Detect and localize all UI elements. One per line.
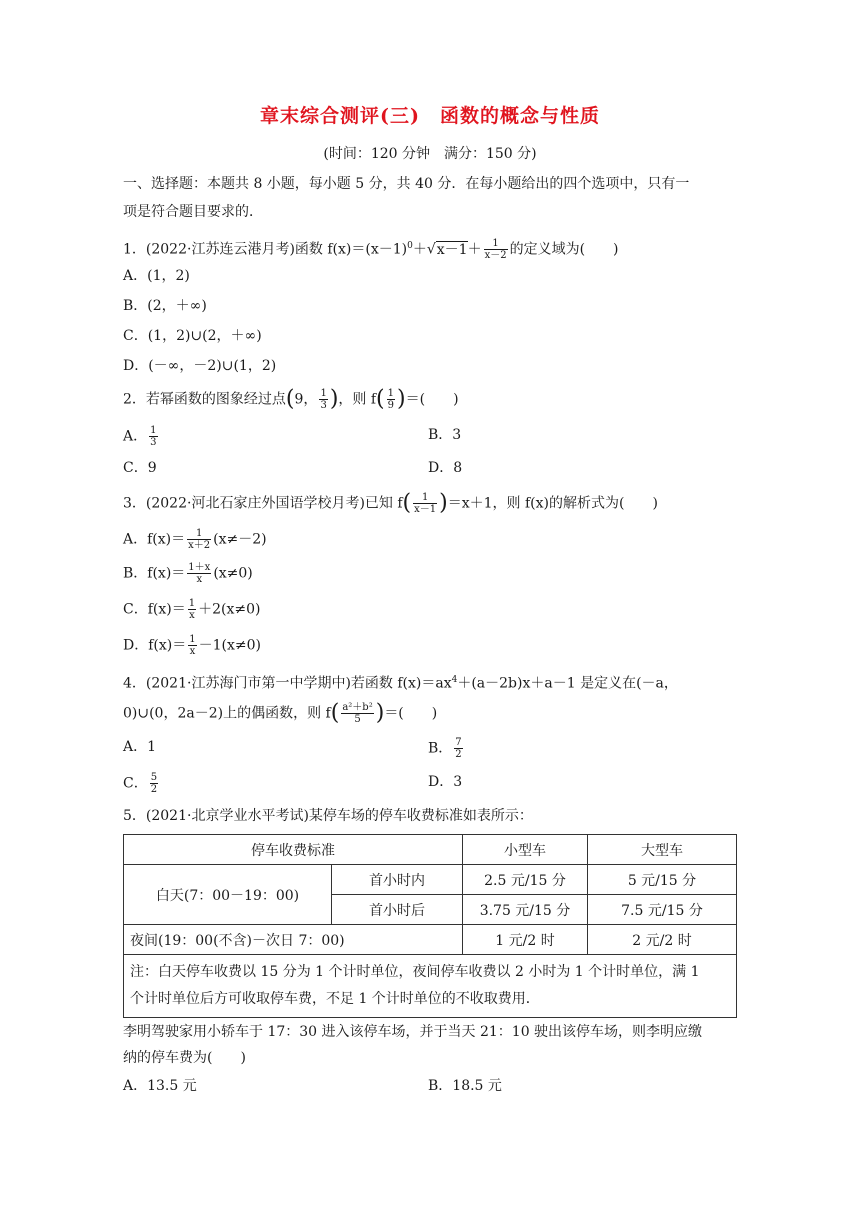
q4-option-d[interactable]: D．3 [428, 774, 463, 790]
q3-prefix: 3．(2022·河北石家庄外国语学校月考)已知 f [123, 495, 403, 512]
q5-body-line1: 李明驾驶家用小轿车于 17：30 进入该停车场，并于当天 21：10 驶出该停车场，则李明应缴 [123, 1024, 703, 1040]
question-2-stem [123, 388, 459, 411]
question-4-stem-line1: 4．(2021·江苏海门市第一中学期中)若函数 $f(x)=ax^4+(a-2b)x+a-1$ 是定义在(－a， [123, 675, 678, 692]
q2-middle: ，则 f [338, 391, 377, 408]
q2-point-x: 9， [294, 391, 318, 408]
q2-option-b[interactable]: B．3 [428, 427, 462, 443]
q5-body-line2: 纳的停车费为( ) [123, 1050, 246, 1066]
q3-suffix: ＝x＋1，则 f(x)的解析式为( ) [447, 495, 658, 512]
section-intro-line2: 项是符合题目要求的． [123, 204, 263, 220]
page-title: 章末综合测评(三) 函数的概念与性质 [260, 105, 600, 127]
table-row [124, 835, 737, 865]
q2-option-a[interactable]: A． $\frac{1}{3}$ [123, 425, 157, 448]
note-line2: 个计时单位后方可收取停车费，不足 1 个计时单位的不收取费用． [130, 991, 540, 1007]
after-hour-large: 7.5 元/15 分 [588, 895, 737, 925]
q4-option-a[interactable]: A．1 [123, 739, 157, 755]
first-hour-label: 首小时内 [332, 865, 463, 895]
q1-fraction: $\frac{1}{x-2}$ [484, 238, 507, 262]
q3-option-a[interactable]: A．f(x)＝ $\frac{1}{x+2}$ (x≠－2) [123, 528, 267, 551]
header-standard: 停车收费标准 [124, 835, 463, 865]
q3-arg-close: ) [439, 490, 448, 516]
q4-arg-fraction: $\frac{\text{a²＋b²}}{5}$ [342, 702, 373, 725]
night-small: 1 元/2 时 [463, 925, 588, 955]
q3-option-c[interactable]: C．f(x)＝ $\frac{1}{x}$ ＋2(x≠0) [123, 598, 261, 621]
q3-option-b[interactable]: B．f(x)＝ $\frac{1+x}{x}$ (x≠0) [123, 562, 253, 585]
question-5-stem: 5．(2021·北京学业水平考试)某停车场的停车收费标准如表所示： [123, 808, 533, 824]
q3-a-fraction: $\frac{1}{x+2}$ [188, 528, 211, 551]
q1-option-b[interactable]: B．(2，＋∞) [123, 298, 207, 314]
header-small-car: 小型车 [463, 835, 588, 865]
q5-option-a[interactable]: A．13.5 元 [123, 1078, 197, 1094]
q4-arg-open: ( [330, 700, 340, 726]
q2-arg-open: ( [376, 386, 385, 412]
q2-option-d[interactable]: D．8 [428, 460, 463, 476]
q1-option-c[interactable]: C．(1，2)∪(2，＋∞) [123, 328, 262, 344]
q2-arg-close: ) [397, 386, 406, 412]
q1-plus-1: ＋ [412, 241, 427, 258]
after-hour-label: 首小时后 [332, 895, 463, 925]
table-row [124, 865, 737, 895]
note-line1: 注：白天停车收费以 15 分为 1 个计时单位，夜间停车收费以 2 小时为 1 个计时单位，满 1 [130, 964, 700, 980]
q3-d-fraction: $\frac{1}{x}$ [189, 634, 196, 657]
daytime-label: 白天(7：00－19：00) [124, 865, 332, 925]
q3-arg-open: ( [402, 490, 412, 516]
first-hour-small: 2.5 元/15 分 [463, 865, 588, 895]
q4-arg-close: ) [375, 700, 385, 726]
question-1-stem [123, 236, 619, 261]
question-3-stem [123, 492, 658, 515]
table-row [124, 925, 737, 955]
q2-paren-open: ( [285, 386, 295, 412]
first-hour-large: 5 元/15 分 [588, 865, 737, 895]
q2-prefix: 2．若幂函数的图象经过点 [123, 391, 286, 408]
q1-suffix: 的定义域为( ) [509, 241, 619, 258]
question-4-stem-line2: 0)∪(0，2a－2)上的偶函数，则 f( $\frac{\text{a²＋b²}}{5}$ )＝( ) [123, 700, 438, 726]
table-row [124, 955, 737, 1018]
q3-option-d[interactable]: D．f(x)＝ $\frac{1}{x}$ －1(x≠0) [123, 634, 261, 657]
q2-point-fraction: $\frac{1}{3}$ [320, 388, 327, 411]
sqrt-symbol: √ [426, 241, 436, 258]
q2-arg-fraction: $\frac{1}{9}$ [387, 388, 395, 411]
after-hour-small: 3.75 元/15 分 [463, 895, 588, 925]
exam-info: (时间：120 分钟 满分：150 分) [323, 146, 537, 162]
q1-option-d[interactable]: D．(－∞，－2)∪(1，2) [123, 358, 277, 374]
q3-b-fraction: $\frac{1+x}{x}$ [188, 562, 211, 585]
q2-suffix: ＝( ) [405, 391, 459, 408]
table-note [124, 955, 737, 1018]
q4-b-fraction: $\frac{7}{2}$ [455, 737, 462, 760]
q1-plus-2: ＋ [467, 241, 482, 258]
q4-option-b[interactable]: B． $\frac{7}{2}$ [428, 737, 462, 760]
q1-exponent: 0 [407, 241, 413, 251]
q3-c-fraction: $\frac{1}{x}$ [188, 598, 196, 621]
q2-paren-close: ) [329, 386, 339, 412]
section-intro-line1: 一、选择题：本题共 8 小题，每小题 5 分，共 40 分．在每小题给出的四个选项中，只有一 [123, 176, 690, 192]
q1-prefix: 1．(2022·江苏连云港月考)函数 f(x)＝(x－1) [123, 241, 408, 258]
q3-arg-fraction: $\frac{1}{x-1}$ [414, 492, 437, 515]
night-large: 2 元/2 时 [588, 925, 737, 955]
q4-option-c[interactable]: C． $\frac{5}{2}$ [123, 772, 158, 795]
q1-sqrt: x－1 [436, 241, 468, 258]
q2-a-fraction: $\frac{1}{3}$ [150, 425, 157, 448]
parking-fee-table [123, 834, 737, 1018]
night-label: 夜间(19：00(不含)－次日 7：00) [124, 925, 463, 955]
q5-option-b[interactable]: B．18.5 元 [428, 1078, 502, 1094]
q1-option-a[interactable]: A．(1，2) [123, 268, 190, 284]
q2-option-c[interactable]: C．9 [123, 460, 157, 476]
q4-c-fraction: $\frac{5}{2}$ [150, 772, 158, 795]
header-large-car: 大型车 [588, 835, 737, 865]
